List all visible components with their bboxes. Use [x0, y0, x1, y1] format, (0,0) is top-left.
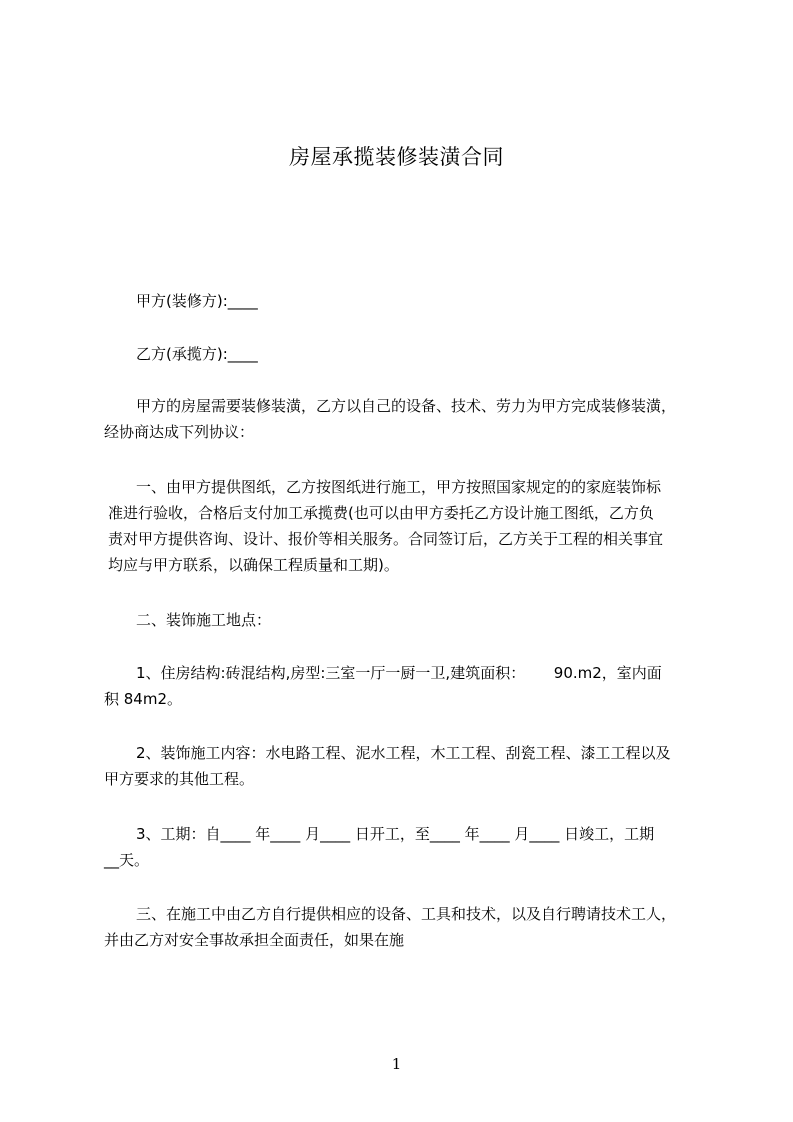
section-3-line: 并由乙方对安全事故承担全面责任，如果在施	[104, 931, 405, 949]
item-1-line: 1、住房结构:砖混结构,房型:三室一厅一厨一卫,建筑面积： 90.m2，室内面	[136, 664, 662, 682]
item-2-paragraph	[104, 740, 712, 792]
party-b-line	[104, 341, 712, 367]
section-1-line: 责对甲方提供咨询、设计、报价等相关服务。合同签订后，乙方关于工程的相关事宜	[108, 530, 664, 548]
item-2-line: 甲方要求的其他工程。	[104, 770, 255, 788]
item-3-line: __天。	[104, 851, 150, 869]
intro-line: 经协商达成下列协议：	[104, 423, 255, 441]
party-b-text: 乙方(承揽方):____	[136, 345, 258, 363]
page-number: 1	[391, 1055, 402, 1073]
party-a-text: 甲方(装修方):____	[136, 292, 258, 310]
intro-line: 甲方的房屋需要装修装潢，乙方以自己的设备、技术、劳力为甲方完成装修装潢，	[136, 397, 677, 415]
section-1-line: 准进行验收，合格后支付加工承揽费(也可以由甲方委托乙方设计施工图纸，乙方负	[108, 504, 654, 522]
section-1-line: 一、由甲方提供图纸，乙方按图纸进行施工，甲方按照国家规定的的家庭装饰标	[136, 478, 662, 496]
item-2-line: 2、装饰施工内容：水电路工程、泥水工程，木工工程、刮瓷工程、漆工工程以及	[136, 744, 671, 762]
section-2-heading	[104, 607, 712, 633]
document-title: 房屋承揽装修装潢合同	[289, 145, 504, 169]
section-1-line: 均应与甲方联系，以确保工程质量和工期)。	[108, 556, 399, 574]
item-1-line: 积 84m2。	[104, 690, 183, 708]
section-3-paragraph	[104, 901, 712, 953]
item-3-line: 3、工期：自____ 年____ 月____ 日开工，至____ 年____ 月____ 日竣工，工期	[136, 825, 655, 843]
section-1-paragraph	[104, 474, 712, 578]
section-3-line: 三、在施工中由乙方自行提供相应的设备、工具和技术，以及自行聘请技术工人，	[136, 905, 677, 923]
intro-paragraph	[104, 393, 712, 445]
party-a-line	[104, 288, 712, 314]
item-3-paragraph	[104, 821, 712, 873]
item-1-paragraph	[104, 660, 712, 712]
section-2-heading-text: 二、装饰施工地点：	[136, 611, 272, 629]
